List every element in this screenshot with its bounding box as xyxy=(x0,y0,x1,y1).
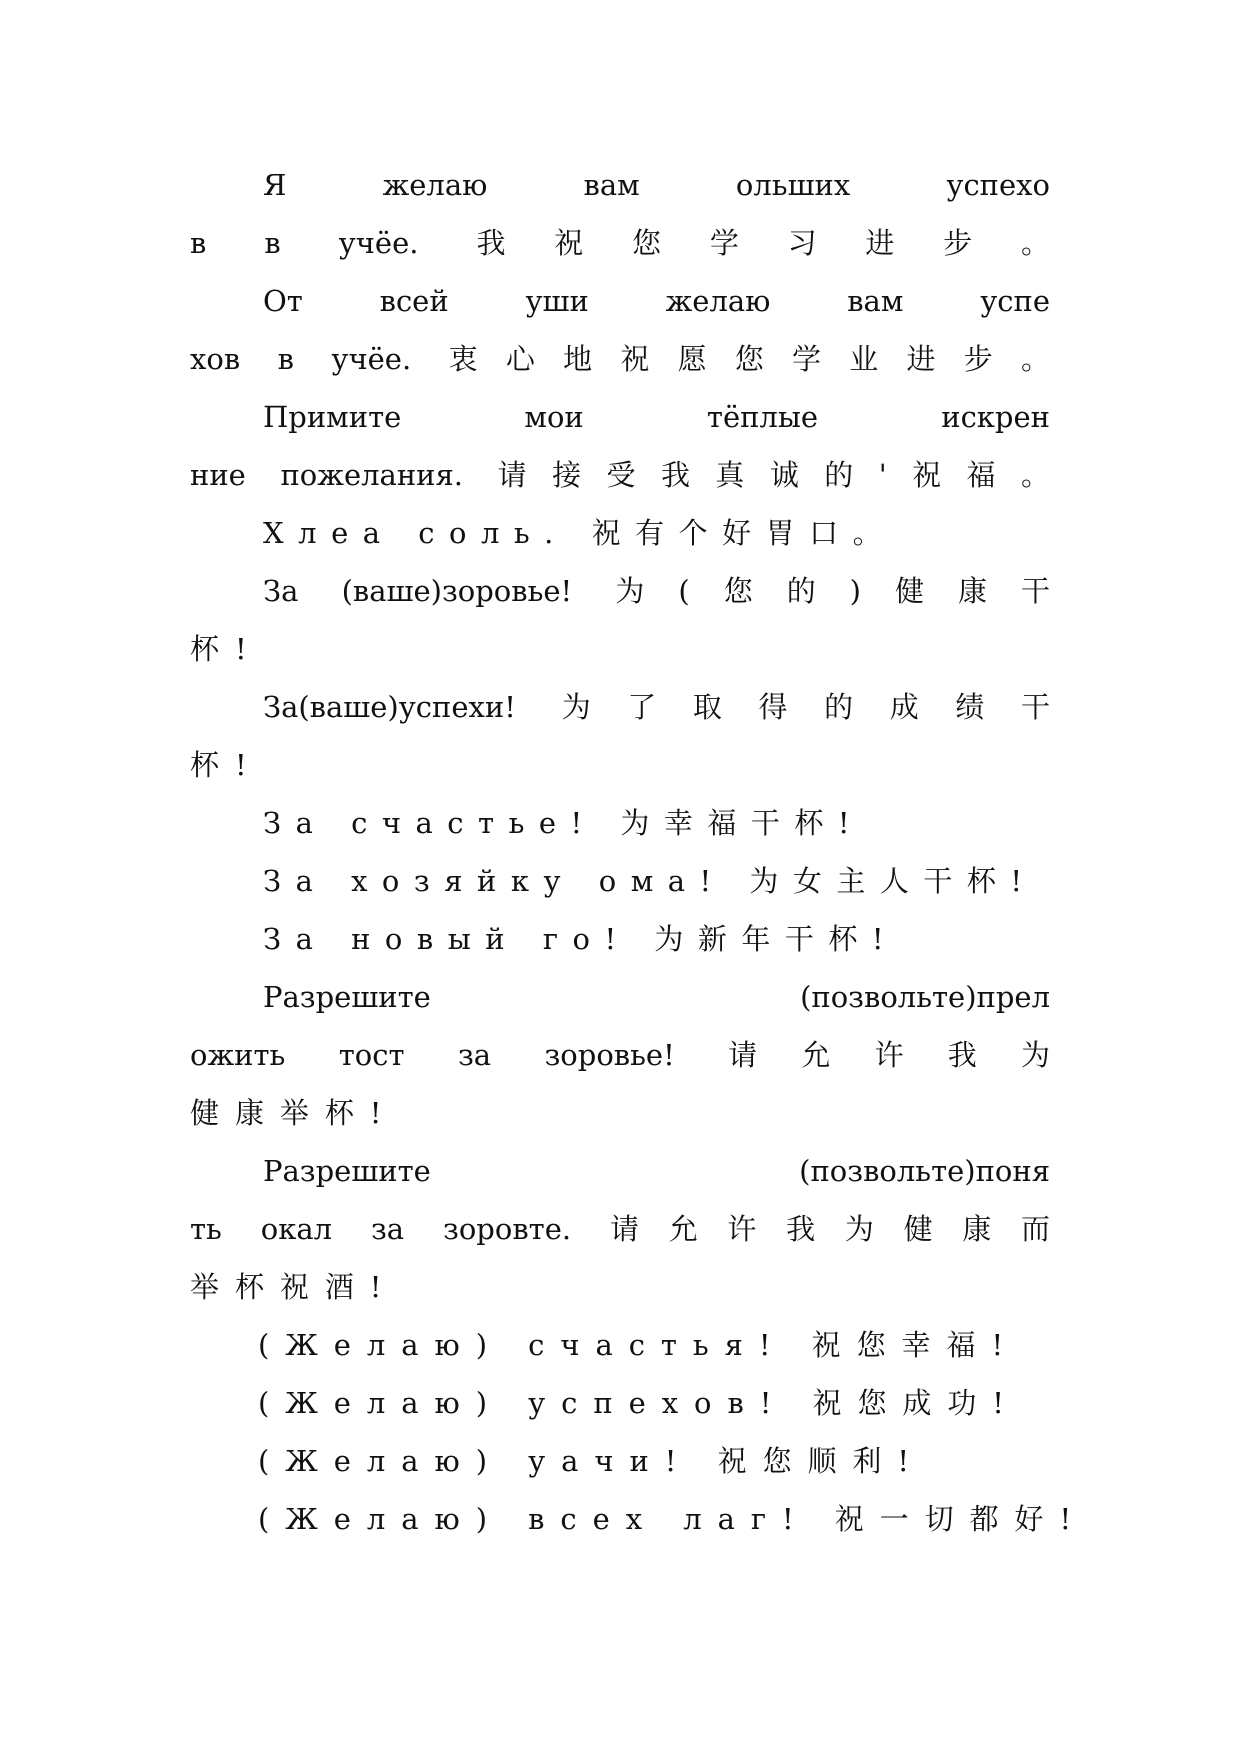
text-line: За(ваше)успехи! 为了取得的成绩干 xyxy=(263,690,1050,724)
text-line: ть окал за зоровте. 请允许我为健康而 xyxy=(190,1212,1050,1246)
text-line: (Желаю) всех лаг! 祝一切都好! xyxy=(258,1502,1088,1536)
text-line: От всей уши желаю вам успе xyxy=(263,284,1050,318)
text-line: Примите мои тёплые искрен xyxy=(263,400,1050,434)
text-line: Разрешите (позвольте)поня xyxy=(263,1154,1050,1188)
text-line: Хлеа соль. 祝有个好胃口。 xyxy=(263,516,897,550)
text-line: в в учёе. 我祝您学习进步。 xyxy=(190,226,1050,260)
text-line: Разрешите (позвольте)прел xyxy=(263,980,1050,1014)
text-line: ожить тост за зоровье! 请允许我为 xyxy=(190,1038,1050,1072)
text-line: За новый го! 为新年干杯! xyxy=(263,922,898,956)
text-line: хов в учёе. 衷心地祝愿您学业进步。 xyxy=(190,342,1050,376)
text-line: 举杯祝酒! xyxy=(190,1270,398,1304)
text-line: 健康举杯! xyxy=(190,1096,398,1130)
text-line: (Желаю) уачи! 祝您顺利! xyxy=(258,1444,925,1478)
text-line: (Желаю) успехов! 祝您成功! xyxy=(258,1386,1020,1420)
text-line: За счастье! 为幸福干杯! xyxy=(263,806,865,840)
text-line: (Желаю) счастья! 祝您幸福! xyxy=(258,1328,1020,1362)
text-line: За (ваше)зоровье! 为(您的)健康干 xyxy=(263,574,1050,608)
text-line: За хозяйку ома! 为女主人干杯! xyxy=(263,864,1037,898)
text-line: Я желаю вам ольших успехо xyxy=(263,168,1050,202)
text-line: 杯! xyxy=(190,748,263,782)
text-line: ние пожелания. 请接受我真诚的'祝福。 xyxy=(190,458,1050,492)
text-line: 杯! xyxy=(190,632,263,666)
